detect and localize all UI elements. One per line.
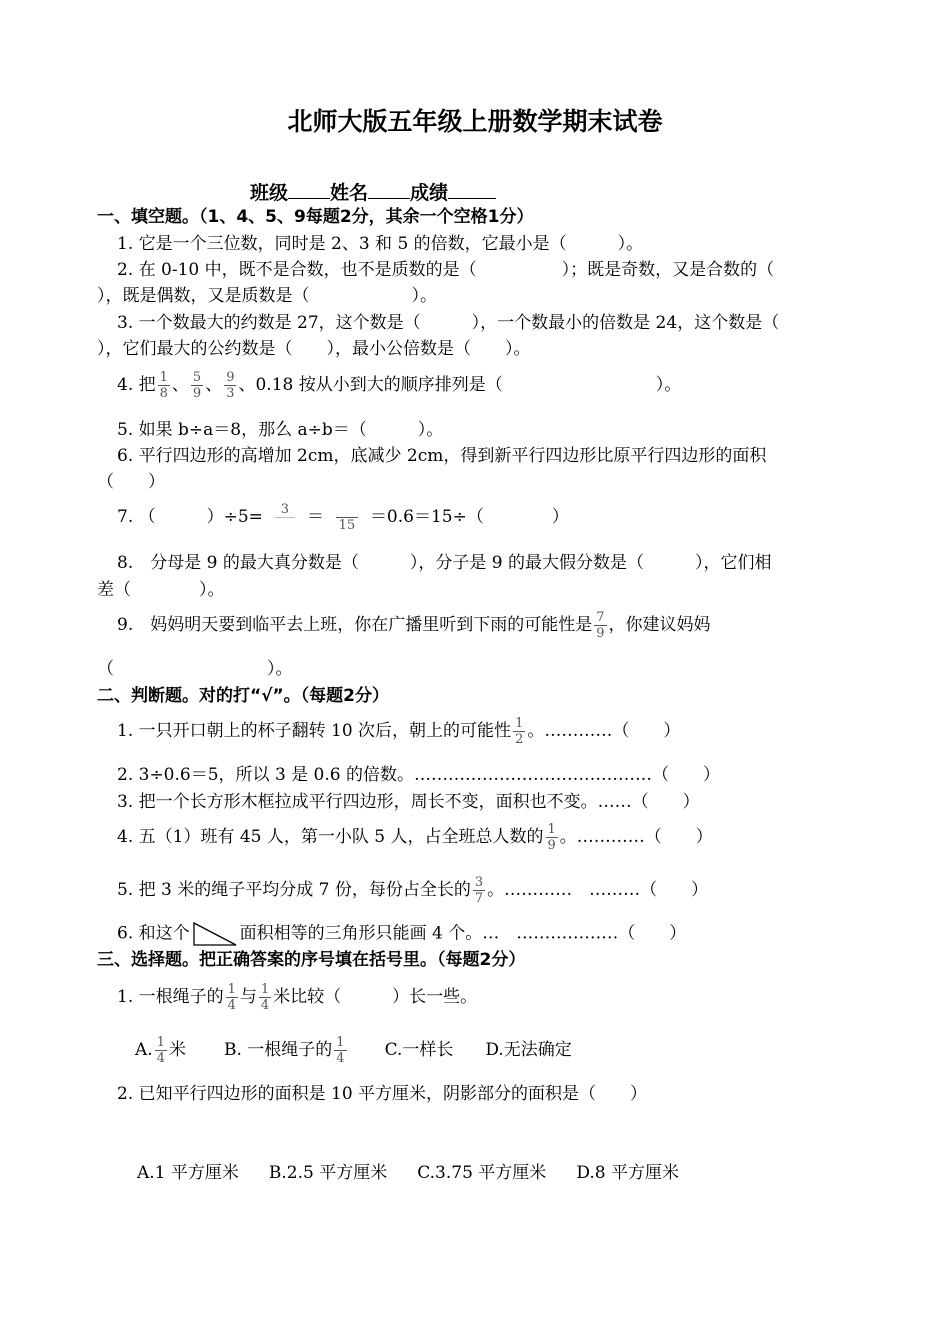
fraction: $\frac{1}{4}$	[336, 1035, 345, 1066]
q4-prefix: 4. 把	[117, 375, 156, 395]
fraction: 15	[336, 502, 358, 533]
right-triangle-figure	[190, 921, 240, 947]
fill-q2-line2: ），既是偶数，又是质数是（ ）。	[97, 286, 437, 306]
fraction: $\frac{9}{3}$	[226, 370, 235, 401]
judge-q6: 6. 和这个 面积相等的三角形只能画 4 个。… ………………（ ）	[117, 921, 686, 947]
fraction: $\frac{1}{4}$	[227, 982, 236, 1013]
fraction: $\frac{1}{9}$	[547, 822, 556, 853]
choice-q2-options	[137, 1161, 679, 1185]
option-d[interactable]: D.无法确定	[485, 1040, 572, 1060]
class-label: 班级	[250, 182, 289, 204]
fill-q9-line1: 9. 妈妈明天要到临平去上班，你在广播里听到下雨的可能性是 $\frac{7}{9}$ ，你建议妈妈	[117, 610, 711, 641]
fraction: $\frac{1}{8}$	[159, 370, 168, 401]
fill-q3-line2: ），它们最大的公约数是（ ），最小公倍数是（ ）。	[97, 339, 531, 359]
fill-q8-line2: 差（ ）。	[97, 580, 225, 600]
choice-q1: 1. 一根绳子的 $\frac{1}{4}$ 与 $\frac{1}{4}$ 米比较（ ）长一些。	[117, 982, 478, 1013]
judge-q5: 5. 把 3 米的绳子平均分成 7 份，每份占全长的 $\frac{3}{7}$ 。………… ………（ ）	[117, 875, 709, 906]
fill-q4: 4. 把 $\frac{1}{8}$ 、 $\frac{5}{9}$ 、 $\frac{9}{3}$ 、0.18 按从小到大的顺序排列是（ ）。	[117, 370, 682, 401]
fill-q7: 7. （ ）÷5= 3 ＝ 15 ＝0.6＝15÷（ ）	[117, 502, 569, 533]
fill-q1: 1. 它是一个三位数，同时是 2、3 和 5 的倍数，它最小是（ ）。	[117, 234, 644, 254]
judge-q2: 2. 3÷0.6＝5，所以 3 是 0.6 的倍数。……………………………………（ ）	[117, 765, 721, 785]
option-c[interactable]: C.3.75 平方厘米	[417, 1163, 547, 1183]
option-d[interactable]: D.8 平方厘米	[576, 1163, 679, 1183]
name-blank[interactable]	[368, 180, 410, 199]
judge-q1: 1. 一只开口朝上的杯子翻转 10 次后，朝上的可能性 $\frac{1}{2}$ 。…………（ ）	[117, 716, 681, 747]
fill-q2-line1: 2. 在 0-10 中，既不是合数，也不是质数的是（ ）；既是奇数，又是合数的（	[117, 260, 775, 280]
section-judge-heading: 二、判断题。对的打“√”。（每题2分）	[97, 686, 390, 706]
section-choice-heading: 三、选择题。把正确答案的序号填在括号里。（每题2分）	[97, 950, 526, 970]
option-a[interactable]: A. $\frac{1}{4}$ 米	[135, 1035, 186, 1066]
option-b[interactable]: B. 一根绳子的 $\frac{1}{4}$	[223, 1035, 345, 1066]
fraction: $\frac{1}{4}$	[260, 982, 270, 1013]
option-b[interactable]: B.2.5 平方厘米	[268, 1163, 388, 1183]
fraction: $\frac{1}{4}$	[156, 1035, 165, 1066]
class-blank[interactable]	[288, 180, 330, 199]
fill-q9-line2: （ ）。	[97, 659, 293, 679]
judge-q4: 4. 五（1）班有 45 人，第一小队 5 人，占全班总人数的 $\frac{1}{9}$ 。…………（ ）	[117, 822, 713, 853]
fill-q6-line1: 6. 平行四边形的高增加 2cm，底减少 2cm，得到新平行四边形比原平行四边形的面积	[117, 446, 767, 466]
fill-q8-line1: 8. 分母是 9 的最大真分数是（ ），分子是 9 的最大假分数是（ ），它们相	[117, 553, 772, 573]
score-label: 成绩	[410, 182, 449, 204]
fraction: $\frac{5}{9}$	[192, 370, 202, 401]
student-info-line	[250, 180, 496, 206]
q4-suffix: 、0.18 按从小到大的顺序排列是（ ）。	[238, 375, 682, 395]
fill-q6-line2: （ ）	[97, 472, 165, 492]
score-blank[interactable]	[448, 180, 496, 199]
option-c[interactable]: C.一样长	[384, 1040, 454, 1060]
fill-q3-line1: 3. 一个数最大的约数是 27，这个数是（ ），一个数最小的倍数是 24，这个数是（	[117, 313, 780, 333]
section-fill-heading: 一、填空题。（1、4、5、9每题2分，其余一个空格1分）	[97, 207, 534, 227]
page-title: 北师大版五年级上册数学期末试卷	[287, 107, 663, 136]
fraction: $\frac{7}{9}$	[596, 610, 605, 641]
fraction: $\frac{1}{2}$	[515, 716, 524, 747]
choice-q2: 2. 已知平行四边形的面积是 10 平方厘米，阴影部分的面积是（ ）	[117, 1084, 648, 1104]
fraction: 3	[275, 502, 295, 533]
name-label: 姓名	[330, 182, 369, 204]
choice-q1-options	[135, 1035, 572, 1066]
option-a[interactable]: A.1 平方厘米	[137, 1163, 239, 1183]
judge-q3: 3. 把一个长方形木框拉成平行四边形，周长不变，面积也不变。……（ ）	[117, 792, 700, 812]
fill-q5: 5. 如果 b÷a＝8，那么 a÷b＝（ ）。	[117, 420, 444, 440]
fraction: $\frac{3}{7}$	[474, 875, 484, 906]
